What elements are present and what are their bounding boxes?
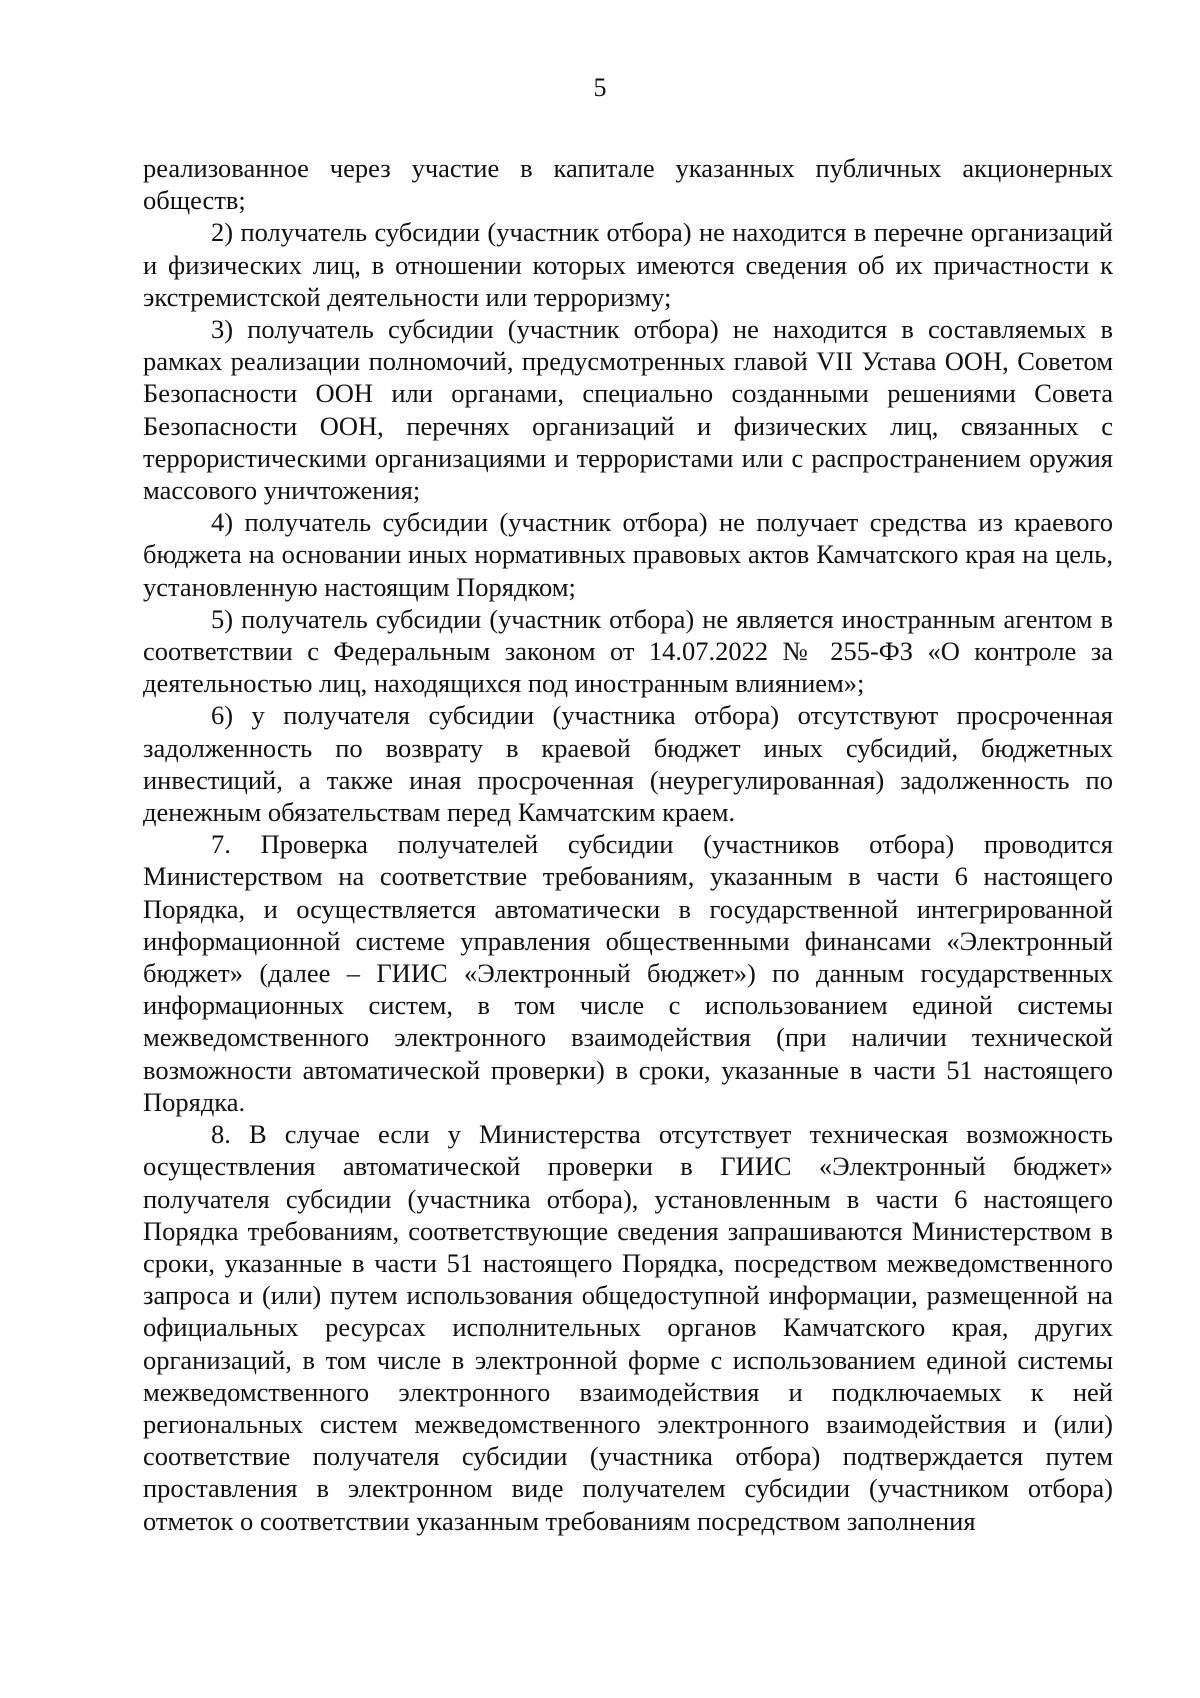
paragraph-item-4: 4) получатель субсидии (участник отбора) не получает средства из краевого бюджета на основании иных нормативных правовых актов Камчатского края на цель, установленную настоящим Порядком; [143, 507, 1113, 602]
paragraph-section-8: 8. В случае если у Министерства отсутствует техническая возможность осуществления автоматической проверки в ГИИС «Электронный бюджет» получателя субсидии (участника отбора), установленным в части 6 настоящего Порядка требованиям, соответствующие сведения запрашиваются Министерством в сроки, указанные в части 51 настоящего Порядка, посредством межведомственного запроса и (или) путем использования общедоступной информации, размещенной на официальных ресурсах исполнительных органов Камчатского края, других организаций, в том числе в электронной форме с использованием единой системы межведомственного электронного взаимодействия и подключаемых к ней региональных систем межведомственного электронного взаимодействия и (или) соответствие получателя субсидии (участника отбора) подтверждается путем проставления в электронном виде получателем субсидии (участником отбора) отметок о соответствии указанным требованиям посредством заполнения [143, 1119, 1113, 1536]
paragraph-section-7: 7. Проверка получателей субсидии (участников отбора) проводится Министерством на соответствие требованиям, указанным в части 6 настоящего Порядка, и осуществляется автоматически в государственной интегрированной информационной системе управления общественными финансами «Электронный бюджет» (далее – ГИИС «Электронный бюджет») по данным государственных информационных систем, в том числе с использованием единой системы межведомственного электронного взаимодействия (при наличии технической возможности автоматической проверки) в сроки, указанные в части 51 настоящего Порядка. [143, 829, 1113, 1117]
paragraph-item-6: 6) у получателя субсидии (участника отбора) отсутствуют просроченная задолженность по возврату в краевой бюджет иных субсидий, бюджетных инвестиций, а также иная просроченная (неурегулированная) задолженность по денежным обязательствам перед Камчатским краем. [143, 700, 1113, 828]
paragraph-continuation: реализованное через участие в капитале указанных публичных акционерных обществ; [143, 153, 1113, 216]
paragraph-item-5: 5) получатель субсидии (участник отбора) не является иностранным агентом в соответствии с Федеральным законом от 14.07.2022 № 255-ФЗ «О контроле за деятельностью лиц, находящихся под иностранным влиянием»; [143, 603, 1113, 699]
document-body [143, 152, 1113, 1537]
paragraph-item-3: 3) получатель субсидии (участник отбора) не находится в составляемых в рамках реализации полномочий, предусмотренных главой VII Устава ООН, Советом Безопасности ООН или органами, специально созданными решениями Совета Безопасности ООН, перечнях организаций и физических лиц, связанных с террористическими организациями и террористами или с распространением оружия массового уничтожения; [143, 314, 1113, 506]
paragraph-item-2: 2) получатель субсидии (участник отбора) не находится в перечне организаций и физических лиц, в отношении которых имеются сведения об их причастности к экстремистской деятельности или терроризму; [143, 217, 1113, 312]
page-number: 5 [593, 73, 607, 102]
